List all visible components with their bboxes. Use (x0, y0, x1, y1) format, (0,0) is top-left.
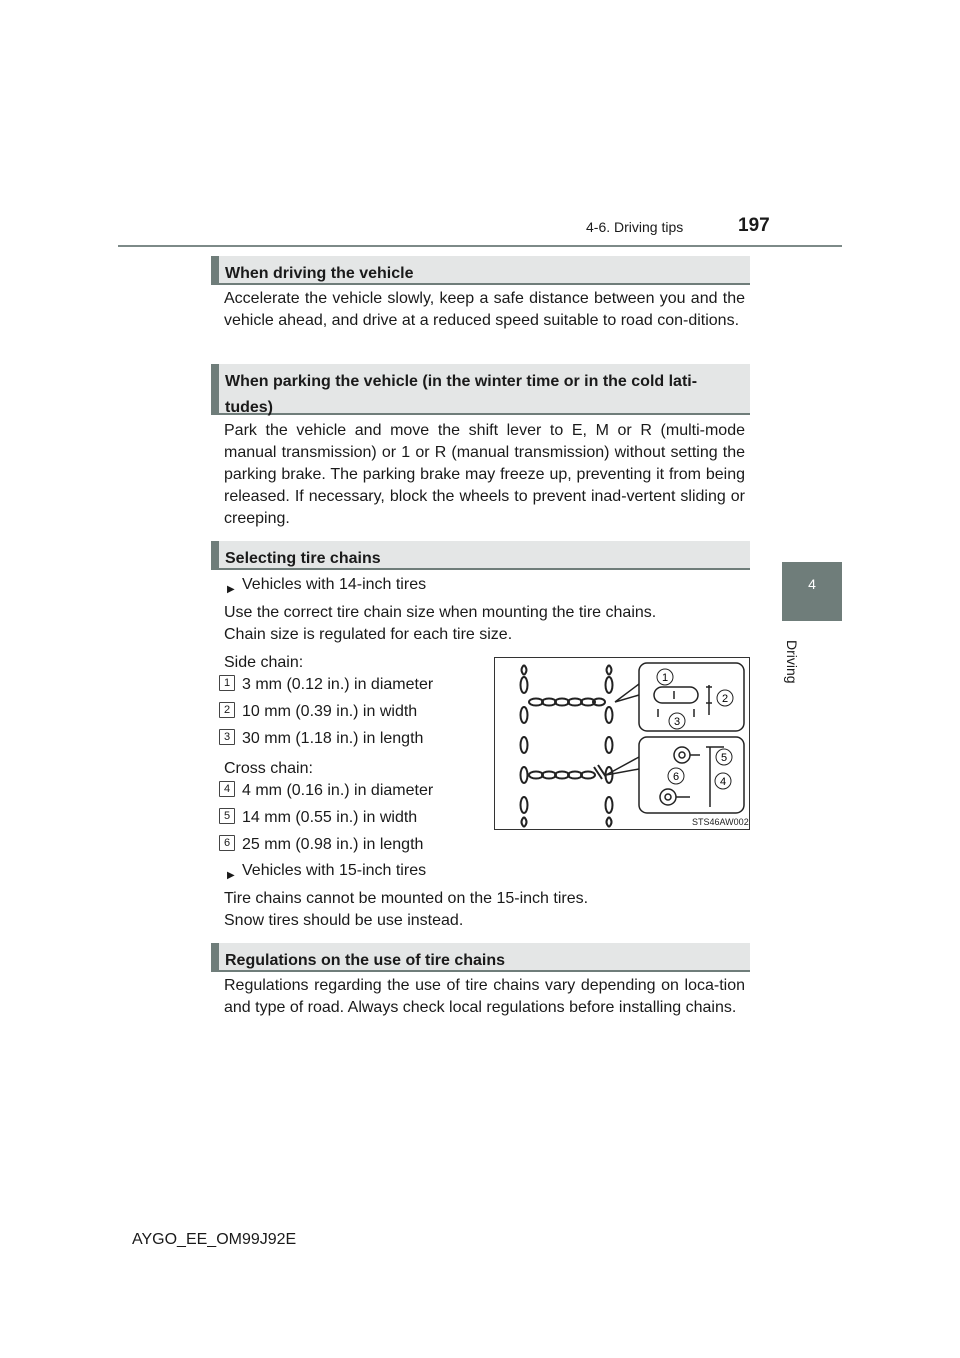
cross-chain-label: Cross chain: (224, 760, 313, 777)
spec-item: 30 mm (1.18 in.) in length (242, 730, 424, 747)
tire-chain-illustration (494, 657, 750, 830)
callout-number: 6 (219, 835, 235, 851)
text-line: Chain size is regulated for each tire size. (224, 626, 513, 643)
text-line: Use the correct tire chain size when mounting the tire chains. (224, 604, 657, 621)
chapter-number: 4 (808, 576, 816, 592)
text-line: Tire chains cannot be mounted on the 15-inch tires. (224, 890, 589, 907)
paragraph-when-driving: Accelerate the vehicle slowly, keep a safe distance between you and the vehicle ahead, and drive at a reduced speed suitable to road con-ditions. (224, 290, 745, 329)
spec-item: 10 mm (0.39 in.) in width (242, 703, 418, 720)
callout-number: 1 (219, 675, 235, 691)
figure-code: STS46AW002 (692, 817, 749, 827)
svg-text:2: 2 (721, 693, 729, 705)
heading-selecting-chains: Selecting tire chains (211, 541, 750, 570)
heading-when-parking: When parking the vehicle (in the winter time or in the cold lati-tudes) (211, 364, 750, 415)
callout-number: 3 (219, 729, 235, 745)
heading-when-driving: When driving the vehicle (211, 256, 750, 285)
svg-text:4: 4 (719, 776, 727, 788)
svg-text:5: 5 (720, 752, 728, 764)
callout-number: 4 (219, 781, 235, 797)
spec-item: 14 mm (0.55 in.) in width (242, 809, 418, 826)
spec-item: 25 mm (0.98 in.) in length (242, 836, 424, 853)
callout-number: 5 (219, 808, 235, 824)
svg-text:3: 3 (673, 716, 681, 728)
side-chain-label: Side chain: (224, 654, 304, 671)
document-code: AYGO_EE_OM99J92E (132, 1231, 297, 1248)
callout-number: 2 (219, 702, 235, 718)
heading-regulations: Regulations on the use of tire chains (211, 943, 750, 972)
svg-text:1: 1 (661, 672, 669, 684)
section-title: 4-6. Driving tips (586, 219, 684, 235)
paragraph-when-parking: Park the vehicle and move the shift lever to E, M or R (multi-mode manual transmission) or 1 or R (manual transmission) without setting the parking brake. The parking brake may freeze up, preventing it from being released. If necessary, block the wheels to prevent inad-vertent sliding or creeping. (224, 422, 745, 527)
spec-item: 4 mm (0.16 in.) in diameter (242, 782, 434, 799)
page-number: 197 (738, 215, 770, 236)
bullet-15-inch: ▶ Vehicles with 15-inch tires (242, 860, 426, 882)
chapter-label-text: Driving (784, 640, 800, 684)
svg-text:6: 6 (672, 771, 680, 783)
chapter-label (784, 640, 804, 684)
paragraph-regulations: Regulations regarding the use of tire chains vary depending on loca-tion and type of road. Always check local regulations before installing chains. (224, 977, 745, 1016)
header-rule (118, 245, 842, 247)
spec-item: 3 mm (0.12 in.) in diameter (242, 676, 434, 693)
text-line: Snow tires should be use instead. (224, 912, 464, 929)
bullet-14-inch: ▶ Vehicles with 14-inch tires (242, 574, 426, 596)
